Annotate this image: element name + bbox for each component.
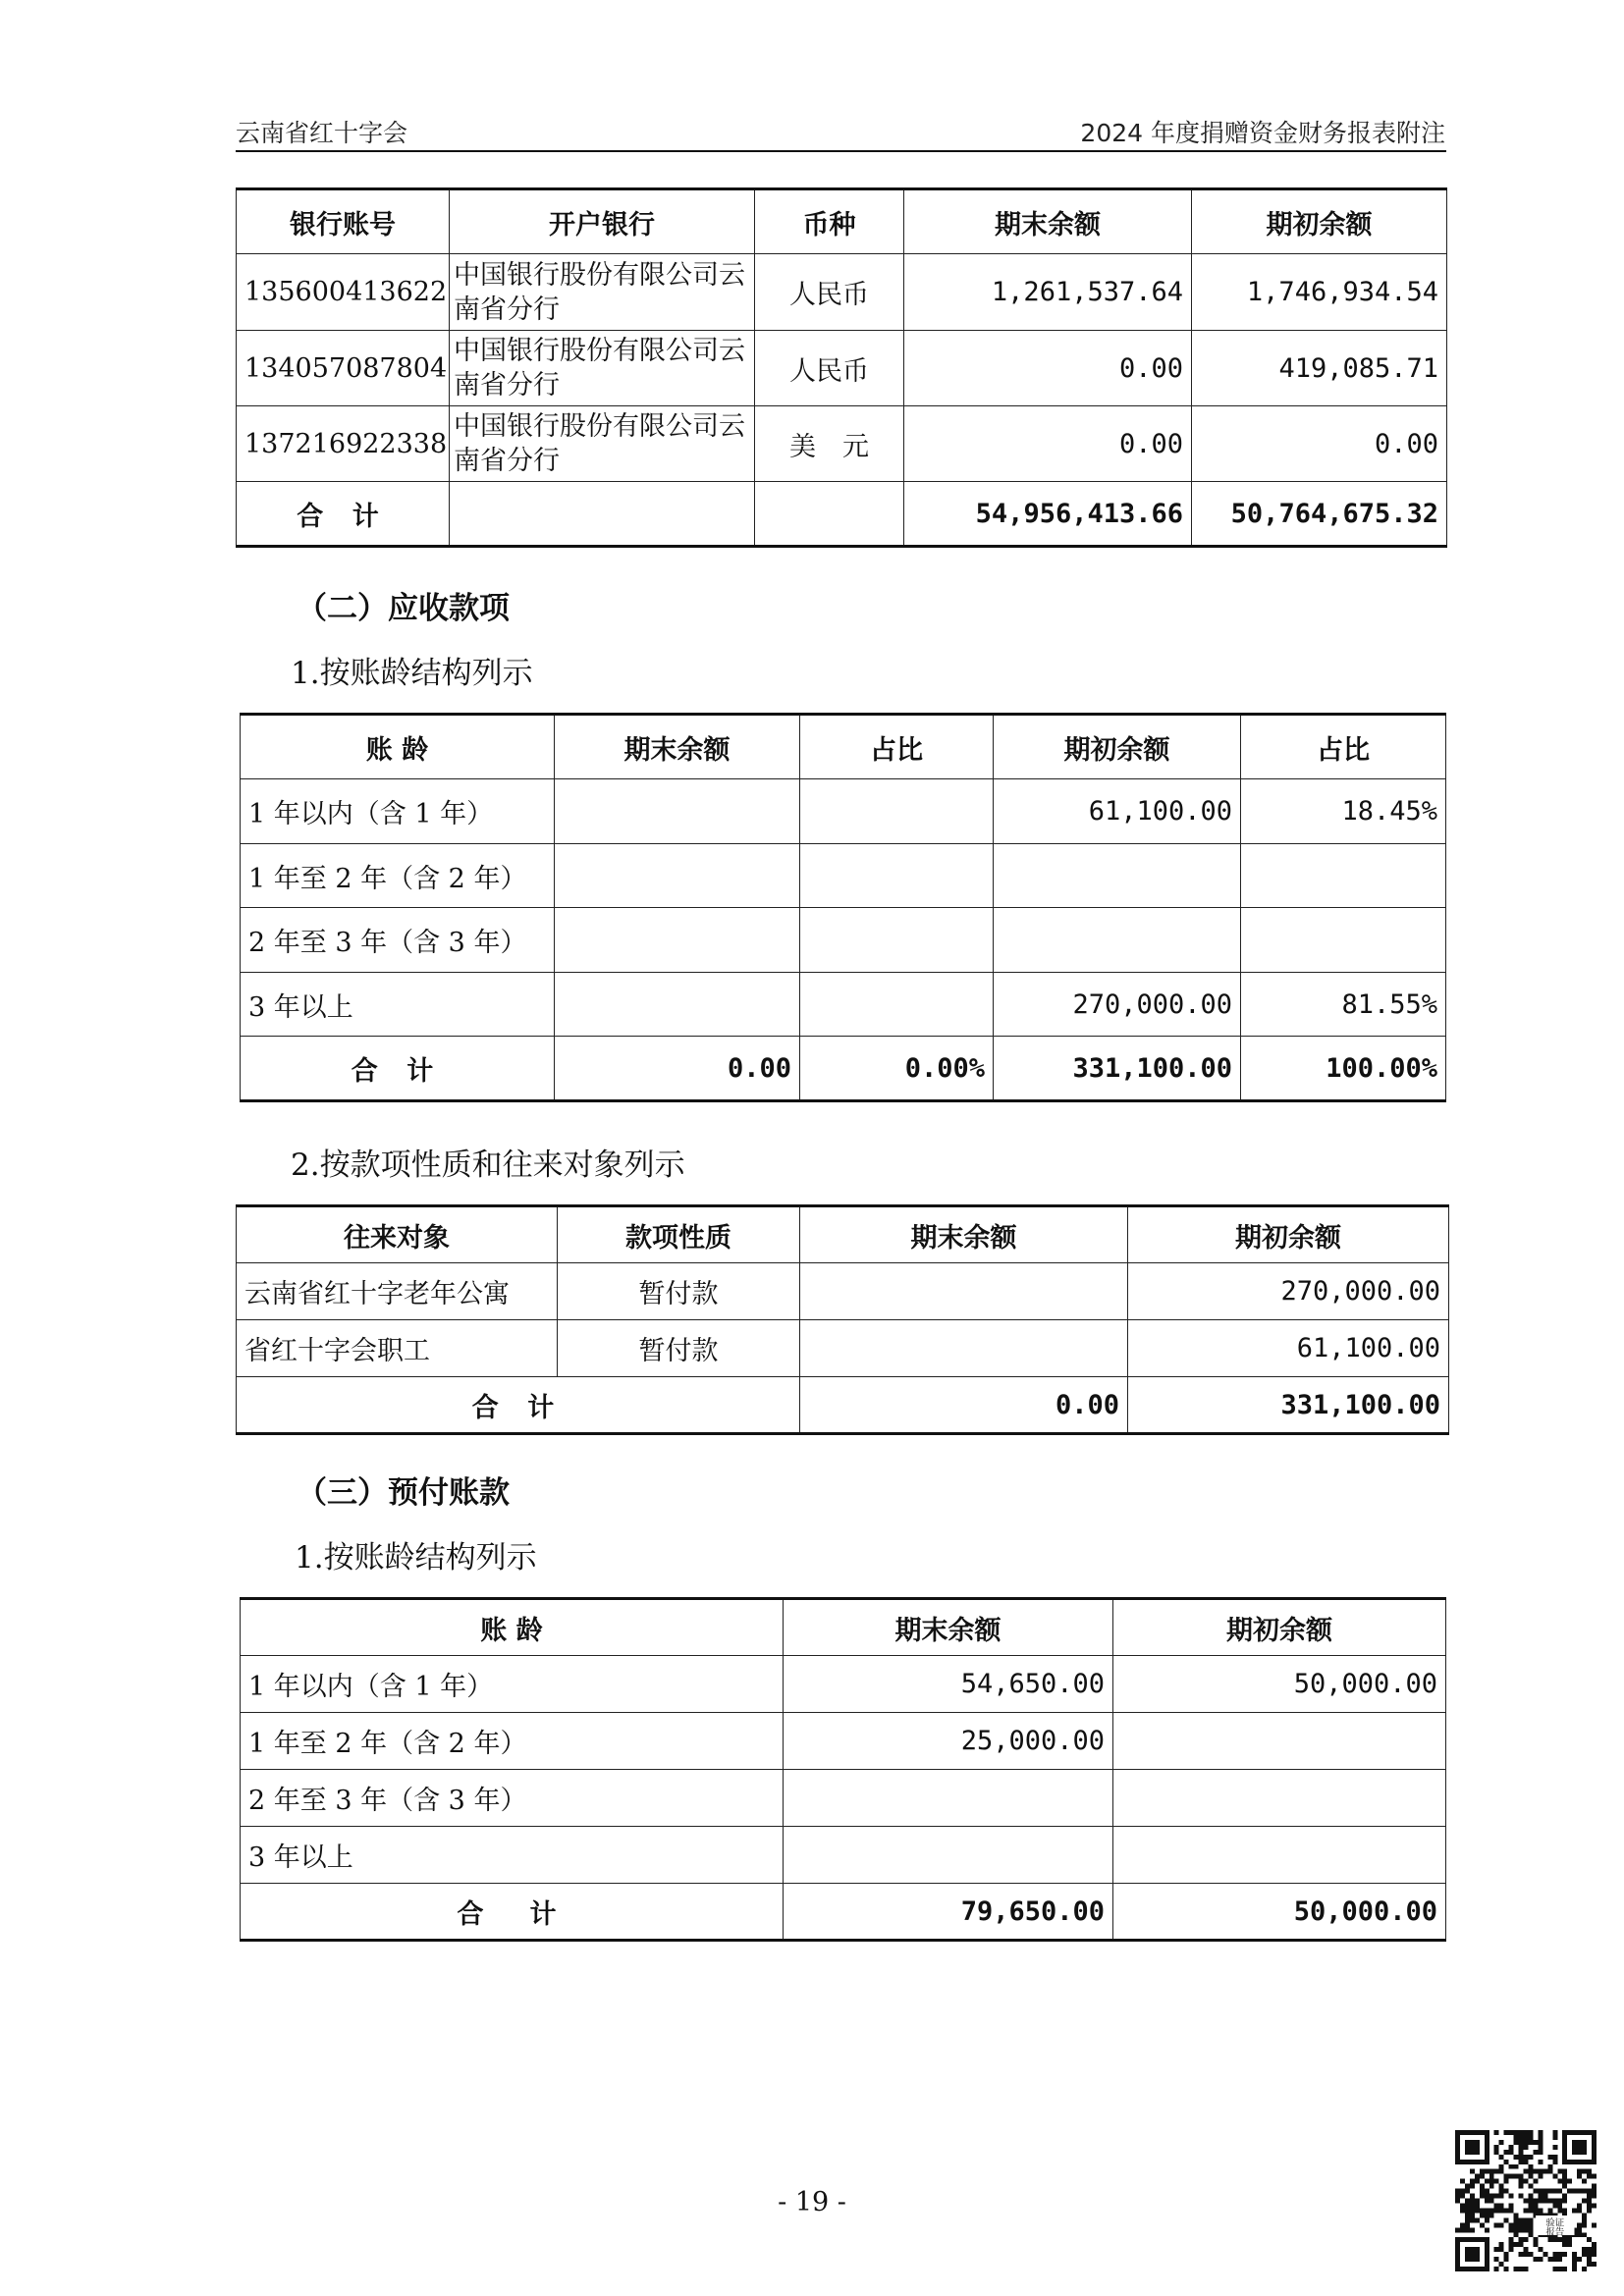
qr-code-icon [1455, 2130, 1597, 2271]
total-row [237, 1377, 1449, 1434]
begin-balance [1113, 1713, 1446, 1770]
col-header-begin-balance: 期初余额 [1113, 1599, 1446, 1656]
col-header-begin-balance: 期初余额 [1192, 189, 1447, 254]
currency: 人民币 [755, 254, 904, 331]
end-balance [784, 1827, 1113, 1884]
col-header-nature: 款项性质 [558, 1206, 800, 1263]
end-balance [555, 973, 800, 1037]
total-end-ratio: 0.00% [800, 1037, 994, 1101]
begin-ratio: 18.45% [1241, 779, 1446, 844]
begin-balance: 50,000.00 [1113, 1656, 1446, 1713]
table-row [237, 254, 1447, 331]
total-end-balance: 0.00 [800, 1377, 1128, 1434]
col-header-end-balance: 期末余额 [784, 1599, 1113, 1656]
table-row [241, 1713, 1446, 1770]
aging-label: 3 年以上 [241, 973, 555, 1037]
subsection-aging: 1.按账龄结构列示 [295, 1540, 537, 1575]
table-row [241, 779, 1446, 844]
prepayments-aging-table [240, 1597, 1446, 1942]
end-ratio [800, 844, 994, 908]
header-rule [236, 150, 1446, 152]
account-number: 134057087804 [237, 331, 450, 406]
total-begin-ratio: 100.00% [1241, 1037, 1446, 1101]
party-name: 云南省红十字老年公寓 [237, 1263, 558, 1320]
bank-name: 中国银行股份有限公司云南省分行 [450, 331, 755, 406]
col-header-account: 银行账号 [237, 189, 450, 254]
end-ratio [800, 973, 994, 1037]
aging-label: 1 年以内（含 1 年） [241, 779, 555, 844]
begin-balance [994, 844, 1241, 908]
end-balance: 54,650.00 [784, 1656, 1113, 1713]
total-begin-balance: 331,100.00 [1128, 1377, 1449, 1434]
table-row [241, 1656, 1446, 1713]
end-balance: 25,000.00 [784, 1713, 1113, 1770]
begin-ratio: 81.55% [1241, 973, 1446, 1037]
begin-balance [994, 908, 1241, 973]
page-number: - 19 - [778, 2187, 846, 2217]
col-header-party: 往来对象 [237, 1206, 558, 1263]
header-left: 云南省红十字会 [236, 119, 408, 147]
col-header-end-balance: 期末余额 [800, 1206, 1128, 1263]
total-begin-balance: 331,100.00 [994, 1037, 1241, 1101]
end-balance: 0.00 [904, 406, 1192, 482]
total-end-balance: 54,956,413.66 [904, 482, 1192, 547]
table-row [241, 1827, 1446, 1884]
total-label: 合 计 [237, 482, 450, 547]
empty-cell [755, 482, 904, 547]
aging-label: 1 年以内（含 1 年） [241, 1656, 784, 1713]
header-right: 2024 年度捐赠资金财务报表附注 [1080, 119, 1445, 147]
col-header-end-ratio: 占比 [800, 715, 994, 779]
aging-label: 2 年至 3 年（含 3 年） [241, 908, 555, 973]
currency: 美 元 [755, 406, 904, 482]
begin-balance: 0.00 [1192, 406, 1447, 482]
begin-balance [1113, 1827, 1446, 1884]
item-nature: 暂付款 [558, 1263, 800, 1320]
table-row [237, 1263, 1449, 1320]
empty-cell [450, 482, 755, 547]
total-row [241, 1884, 1446, 1941]
col-header-begin-balance: 期初余额 [1128, 1206, 1449, 1263]
begin-balance [1113, 1770, 1446, 1827]
begin-balance: 61,100.00 [1128, 1320, 1449, 1377]
receivables-nature-table [236, 1204, 1449, 1435]
begin-ratio [1241, 908, 1446, 973]
party-name: 省红十字会职工 [237, 1320, 558, 1377]
end-balance [555, 779, 800, 844]
total-label: 合 计 [241, 1037, 555, 1101]
begin-ratio [1241, 844, 1446, 908]
account-number: 135600413622 [237, 254, 450, 331]
table-row [241, 973, 1446, 1037]
total-row [237, 482, 1447, 547]
section-title-receivables: （二）应收款项 [297, 591, 510, 626]
aging-label: 1 年至 2 年（含 2 年） [241, 1713, 784, 1770]
subsection-aging: 1.按账龄结构列示 [291, 656, 533, 691]
end-balance: 1,261,537.64 [904, 254, 1192, 331]
col-header-begin-ratio: 占比 [1241, 715, 1446, 779]
end-ratio [800, 779, 994, 844]
aging-label: 2 年至 3 年（含 3 年） [241, 1770, 784, 1827]
col-header-end-balance: 期末余额 [555, 715, 800, 779]
begin-balance: 419,085.71 [1192, 331, 1447, 406]
bank-name: 中国银行股份有限公司云南省分行 [450, 406, 755, 482]
col-header-begin-balance: 期初余额 [994, 715, 1241, 779]
table-row [241, 1770, 1446, 1827]
total-end-balance: 79,650.00 [784, 1884, 1113, 1941]
item-nature: 暂付款 [558, 1320, 800, 1377]
table-row [241, 908, 1446, 973]
table-row [237, 406, 1447, 482]
begin-balance: 1,746,934.54 [1192, 254, 1447, 331]
total-row [241, 1037, 1446, 1101]
table-row [237, 1320, 1449, 1377]
col-header-aging: 账 龄 [241, 1599, 784, 1656]
end-ratio [800, 908, 994, 973]
end-balance [555, 844, 800, 908]
end-balance [555, 908, 800, 973]
begin-balance: 270,000.00 [994, 973, 1241, 1037]
begin-balance: 61,100.00 [994, 779, 1241, 844]
end-balance: 0.00 [904, 331, 1192, 406]
total-label: 合 计 [237, 1377, 800, 1434]
end-balance [784, 1770, 1113, 1827]
begin-balance: 270,000.00 [1128, 1263, 1449, 1320]
receivables-aging-table [240, 713, 1446, 1102]
bank-name: 中国银行股份有限公司云南省分行 [450, 254, 755, 331]
table-row [241, 844, 1446, 908]
aging-label: 1 年至 2 年（含 2 年） [241, 844, 555, 908]
col-header-aging: 账 龄 [241, 715, 555, 779]
qr-caption: 验证报告 [1545, 2217, 1565, 2238]
total-label: 合 计 [241, 1884, 784, 1941]
col-header-bank: 开户银行 [450, 189, 755, 254]
col-header-end-balance: 期末余额 [904, 189, 1192, 254]
subsection-nature: 2.按款项性质和往来对象列示 [291, 1148, 685, 1183]
account-number: 137216922338 [237, 406, 450, 482]
section-title-prepayments: （三）预付账款 [297, 1475, 510, 1511]
aging-label: 3 年以上 [241, 1827, 784, 1884]
total-end-balance: 0.00 [555, 1037, 800, 1101]
end-balance [800, 1263, 1128, 1320]
currency: 人民币 [755, 331, 904, 406]
end-balance [800, 1320, 1128, 1377]
bank-account-table [236, 187, 1447, 548]
table-row [237, 331, 1447, 406]
col-header-currency: 币种 [755, 189, 904, 254]
total-begin-balance: 50,764,675.32 [1192, 482, 1447, 547]
total-begin-balance: 50,000.00 [1113, 1884, 1446, 1941]
